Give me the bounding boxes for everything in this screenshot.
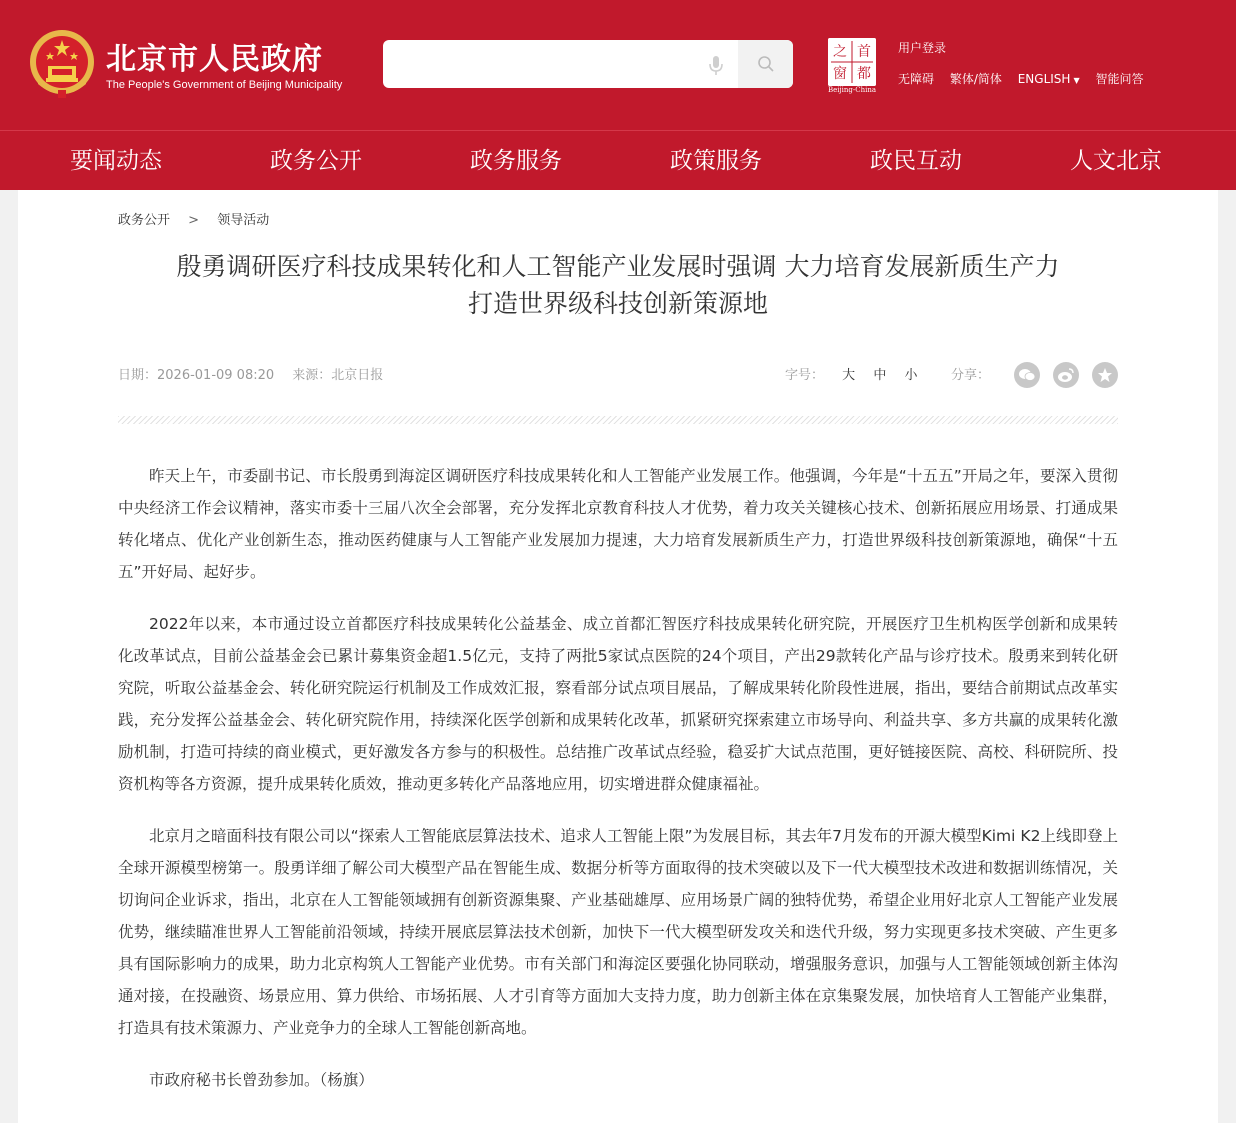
- wechat-share-button[interactable]: [1014, 362, 1040, 388]
- nav-item-gov-affairs[interactable]: 政务公开: [270, 148, 362, 174]
- nav-item-news[interactable]: 要闻动态: [70, 148, 162, 174]
- article-paragraph: 昨天上午，市委副书记、市长殷勇到海淀区调研医疗科技成果转化和人工智能产业发展工作。他强调，今年是“十五五”开局之年，要深入贯彻中央经济工作会议精神，落实市委十三届八次全会部署，充分发挥北京教育科技人才优势，着力攻关关键核心技术、创新拓展应用场景、打通成果转化堵点、优化产业创新生态，推动医药健康与人工智能产业发展加力提速，大力培育发展新质生产力，打造世界级科技创新策源地，确保“十五五”开好局、起好步。: [118, 467, 1118, 581]
- logo-char-4: 窗: [833, 66, 847, 82]
- article-title-line-2: 打造世界级科技创新策源地: [467, 289, 768, 318]
- microphone-icon[interactable]: [703, 52, 729, 78]
- article-title-line-1: 殷勇调研医疗科技成果转化和人工智能产业发展时强调 大力培育发展新质生产力: [176, 252, 1060, 281]
- search-box: [383, 40, 793, 88]
- font-size-control: [785, 364, 917, 383]
- font-size-medium[interactable]: 中: [873, 368, 887, 383]
- site-subtitle: The People's Government of Beijing Municipality: [106, 79, 343, 91]
- page-scrollbar[interactable]: [1218, 190, 1236, 1123]
- article-body: [118, 460, 1118, 1116]
- weibo-share-button[interactable]: [1053, 362, 1079, 388]
- capital-window-icon: [828, 38, 876, 86]
- accessibility-link[interactable]: 无障碍: [898, 72, 935, 86]
- article-paragraph: 2022年以来，本市通过设立首都医疗科技成果转化公益基金、成立首都汇智医疗科技成果转化研究院，开展医疗卫生机构医学创新和成果转化改革试点，目前公益基金会已累计募集资金超1.5亿元，支持了两批5家试点医院的24个项目，产出29款转化产品与诊疗技术。殷勇来到转化研究院，听取公益基金会、转化研究院运行机制及工作成效汇报，察看部分试点项目展品，了解成果转化阶段性进展，指出，要结合前期试点改革实践，充分发挥公益基金会、转化研究院作用，持续深化医学创新和成果转化改革，抓紧研究探索建立市场导向、利益共享、多方共赢的成果转化激励机制，打造可持续的商业模式，更好激发各方参与的积极性。总结推广改革试点经验，稳妥扩大试点范围，更好链接医院、高校、科研院所、投资机构等各方资源，提升成果转化质效，推动更多转化产品落地应用，切实增进群众健康福祉。: [118, 615, 1118, 793]
- nav-item-gov-services[interactable]: 政务服务: [470, 148, 562, 174]
- wechat-icon: [1018, 368, 1036, 382]
- top-links: [898, 70, 1155, 87]
- breadcrumb-gov-affairs[interactable]: 政务公开: [118, 213, 171, 228]
- search-input[interactable]: [393, 48, 673, 80]
- weibo-icon: [1057, 367, 1075, 383]
- english-link[interactable]: [1018, 72, 1080, 86]
- star-icon: [1097, 367, 1113, 383]
- article-date: 日期：2026-01-09 08:20: [118, 368, 275, 383]
- section-divider: [118, 416, 1118, 424]
- search-icon: [757, 55, 775, 73]
- main-nav: [0, 130, 1236, 190]
- site-header: [0, 0, 1236, 130]
- smart-qa-link[interactable]: 智能问答: [1095, 72, 1144, 86]
- nav-item-interaction[interactable]: 政民互动: [870, 148, 962, 174]
- favorite-share-button[interactable]: [1092, 362, 1118, 388]
- caret-down-icon: ▼: [1073, 76, 1080, 85]
- traditional-simplified-link[interactable]: 繁体/简体: [949, 72, 1002, 86]
- nav-item-culture[interactable]: 人文北京: [1070, 148, 1162, 174]
- article-paragraph: 北京月之暗面科技有限公司以“探索人工智能底层算法技术、追求人工智能上限”为发展目标，其去年7月发布的开源大模型Kimi K2上线即登上全球开源模型榜第一。殷勇详细了解公司大模型产品在智能生成、数据分析等方面取得的技术突破以及下一代大模型技术改进和数据训练情况，关切询问企业诉求，指出，北京在人工智能领域拥有创新资源集聚、产业基础雄厚、应用场景广阔的独特优势，希望企业用好北京人工智能产业发展优势，继续瞄准世界人工智能前沿领域，持续开展底层算法技术创新，加快下一代大模型研发攻关和迭代升级，努力实现更多技术突破、产生更多具有国际影响力的成果，助力北京构筑人工智能产业优势。市有关部门和海淀区要强化协同联动，增强服务意识，加强与人工智能领域创新主体沟通对接，在投融资、场景应用、算力供给、市场拓展、人才引育等方面加大支持力度，助力创新主体在京集聚发展，加快培育人工智能产业集群，打造具有技术策源力、产业竞争力的全球人工智能创新高地。: [118, 827, 1118, 1037]
- article-meta: [118, 364, 397, 383]
- national-emblem-icon[interactable]: [28, 28, 96, 100]
- english-label: ENGLISH: [1017, 72, 1071, 86]
- breadcrumb-leader-activities[interactable]: 领导活动: [217, 213, 270, 228]
- article-container: [18, 190, 1218, 1123]
- breadcrumb-separator: >: [188, 213, 200, 228]
- capital-window-logo[interactable]: [824, 38, 880, 98]
- logo-char-1: 首: [857, 44, 871, 60]
- article-source: 来源：北京日报: [292, 368, 384, 383]
- site-title[interactable]: 北京市人民政府: [106, 42, 323, 77]
- article-paragraph: 市政府秘书长曾劲参加。（杨旗）: [149, 1071, 374, 1089]
- nav-item-policy-services[interactable]: 政策服务: [670, 148, 762, 174]
- share-label: 分享：: [951, 368, 991, 383]
- article-title: [78, 248, 1158, 322]
- font-size-small[interactable]: 小: [904, 368, 918, 383]
- font-size-large[interactable]: 大: [842, 368, 856, 383]
- logo-caption: Beijing-China: [827, 86, 877, 94]
- user-login-link[interactable]: 用户登录: [898, 41, 947, 55]
- logo-char-3: 之: [833, 44, 847, 60]
- breadcrumb: [118, 209, 269, 228]
- logo-char-2: 都: [857, 66, 871, 82]
- search-button[interactable]: [738, 40, 793, 88]
- font-size-label: 字号：: [785, 368, 825, 383]
